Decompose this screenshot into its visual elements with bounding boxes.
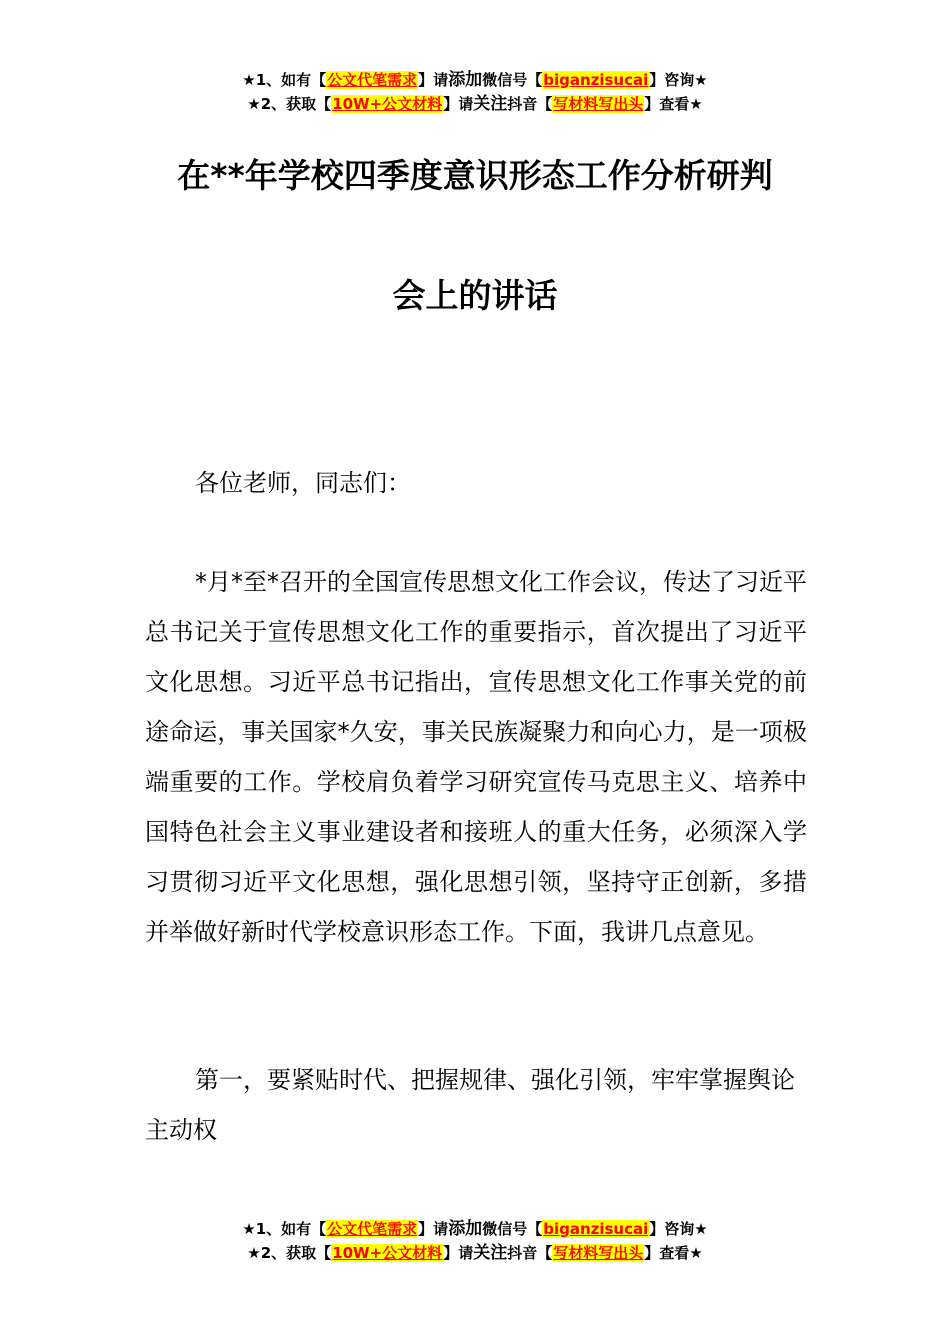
banner-emphasis: 关注 [473,94,508,114]
banner-line-1 [0,1217,950,1241]
paragraph-text: *月*至*召开的全国宣传思想文化工作会议，传达了习近平总书记关于宣传思想文化工作的重要指示，首次提出了习近平文化思想。习近平总书记指出，宣传思想文化工作事关党的前途命运，事关国家*久安，事关民族凝聚力和向心力，是一项极端重要的工作。学校肩负着学习研究宣传马克思主义、培养中国特色社会主义事业建设者和接班人的重大任务，必须深入学习贯彻习近平文化思想，强化思想引领，坚持守正创新，多措并举做好新时代学校意识形态工作。下面，我讲几点意见。 [145,568,807,946]
document-title-line-1: 在**年学校四季度意识形态工作分析研判 [177,156,773,195]
banner-text: ★2、获取【 [247,95,332,113]
highlight-wechat-id: biganzisucai [543,1220,649,1238]
banner-text: 】咨询★ [649,71,708,89]
footer-banner [0,1217,950,1265]
document-title-line-2: 会上的讲话 [392,276,558,315]
banner-emphasis: 添加 [448,1219,483,1239]
banner-text: ★1、如有【 [242,1220,327,1238]
banner-text: 】请 [443,95,474,113]
banner-text: 抖音【 [507,1244,553,1262]
banner-text: 】查看★ [644,1244,703,1262]
banner-text: ★2、获取【 [247,1244,332,1262]
salutation [145,458,807,508]
highlight-materials: 10W+公文材料 [332,95,443,113]
salutation-text: 各位老师，同志们： [195,469,411,497]
highlight-douyin-account: 写材料写出头 [553,95,644,113]
banner-text: 抖音【 [507,95,553,113]
banner-line-2 [0,1241,950,1265]
banner-text: 】查看★ [644,95,703,113]
highlight-wechat-id: biganzisucai [543,71,649,89]
paragraph-text: 第一，要紧贴时代、把握规律、强化引领，牢牢掌握舆论主动权 [145,1066,795,1144]
banner-text: 】请 [418,1220,449,1238]
banner-text: 】咨询★ [649,1220,708,1238]
body-paragraph-1 [145,557,807,957]
banner-line-1 [0,68,950,92]
banner-text: 微信号【 [482,1220,543,1238]
highlight-service: 公文代笔需求 [327,71,418,89]
banner-emphasis: 添加 [448,70,483,90]
banner-line-2 [0,92,950,116]
banner-text: 】请 [443,1244,474,1262]
section-heading-1 [145,1055,807,1155]
highlight-materials: 10W+公文材料 [332,1244,443,1262]
header-banner [0,68,950,116]
highlight-service: 公文代笔需求 [327,1220,418,1238]
highlight-douyin-account: 写材料写出头 [553,1244,644,1262]
banner-text: 】请 [418,71,449,89]
banner-text: ★1、如有【 [242,71,327,89]
banner-emphasis: 关注 [473,1243,508,1263]
banner-text: 微信号【 [482,71,543,89]
